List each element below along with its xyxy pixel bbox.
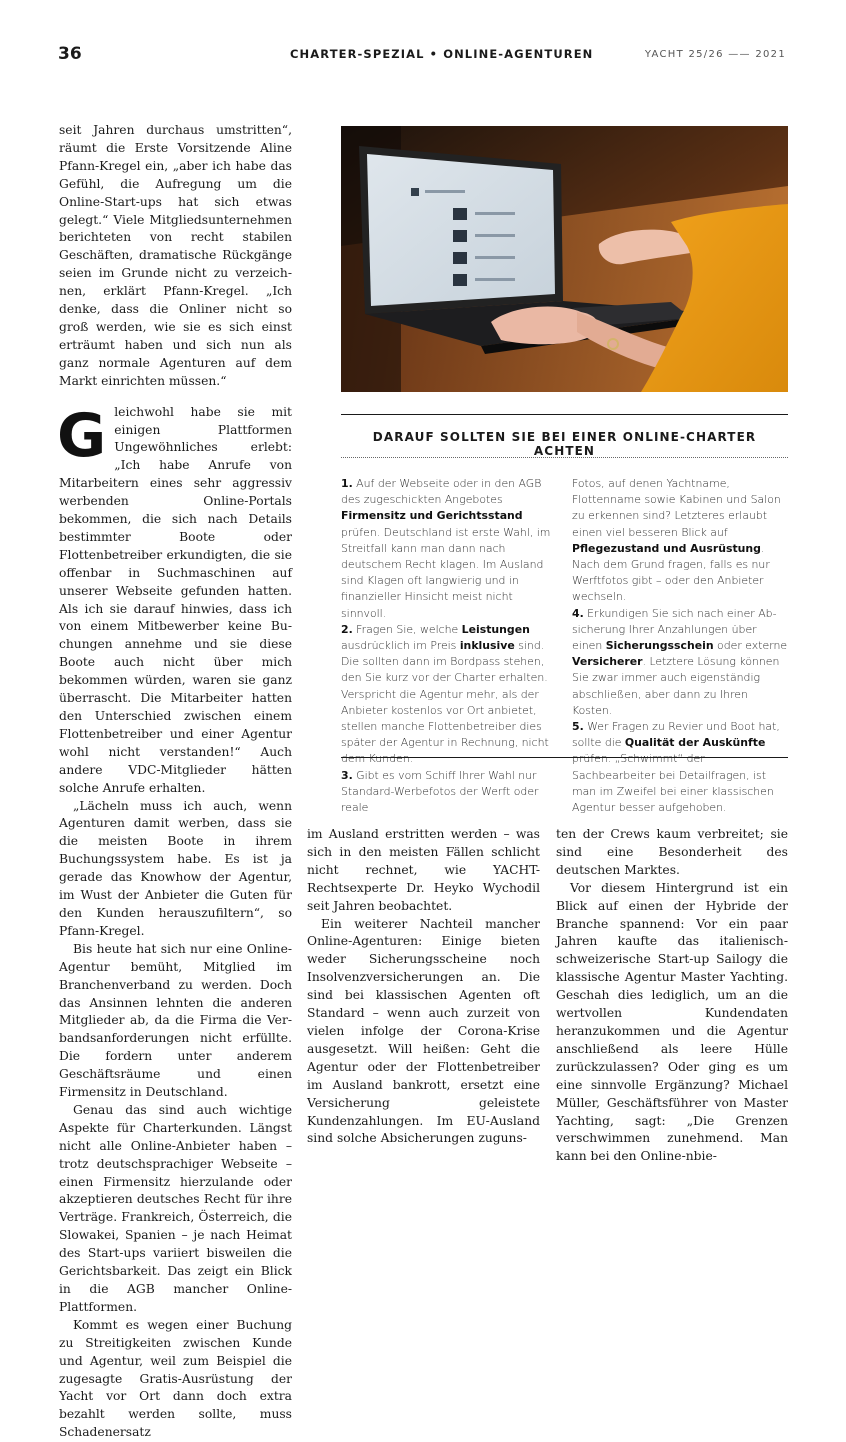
tip-item-3-start: [341, 768, 556, 817]
tip-text: prüfen. Deutschland ist erste Wahl, im Streitfall kann man dann nach deutschem Recht klagen. Im Ausland sind Klagen oft langwierig und in finanzieller Hinsicht meist nicht sinnvoll.: [341, 525, 551, 620]
tip-number: 3.: [341, 768, 353, 782]
tip-item-3-end: [572, 476, 788, 606]
tip-number: 5.: [572, 720, 584, 734]
tip-text: Gibt es vom Schiff Ihrer Wahl nur Standard-Werbefotos der Werft oder reale: [341, 768, 539, 815]
page-number: 36: [58, 44, 82, 64]
article-column-1: [59, 122, 292, 1442]
tip-highlight: inklusive: [459, 639, 515, 653]
tip-item-4: [572, 606, 788, 719]
tip-text: ausdrücklich im Preis: [341, 639, 460, 653]
drop-cap: G: [57, 400, 107, 471]
paragraph: ten der Crews kaum verbreitet; sie sind eine Besonderheit des deutschen Marktes.: [556, 827, 788, 877]
paragraph-text: leichwohl habe sie mit einigen Plattformen Ungewöhnliches erlebt: „Ich habe Anrufe von Mitarbeitern eines sehr aggressiv werbenden Online-Portals bekommen, die sich nach Details bestimmter Boote oder Flottenbetreiber erkundigten, die sie offenbar in Suchmaschinen auf unserer Webseite gefunden hatten. Als ich sie darauf hinwies, dass ich von einem Mitbewerber keine Buchungen annehme und sie diese Boote auch nicht über mich bekommen würden, waren sie ganz überrascht. Die Mitarbeiter hatten den Unterschied zwischen einem Flottenbetreiber und einer Agentur wohl nicht verstanden!“ Auch andere VDC-Mitglieder hätten solche Anrufe erhalten.: [59, 404, 292, 795]
box-dotted-rule: [341, 457, 788, 458]
tip-text: . Nach dem Grund fragen, falls es nur Werftfotos gibt – oder den Anbieter wechseln.: [572, 541, 770, 604]
paragraph: Vor diesem Hintergrund ist ein Blick auf einen der Hybride der Branche spannend: Vor ein paar Jahren kaufte das italienisch-schweizerische Start-up Sailogy die klassische Agentur Master Yachting. Geschah dies lediglich, um an die wertvollen Kundendaten heranzukommen und die Agentur anschließend als leere Hülle zurückzulassen? Oder ging es um eine sinnvolle Ergänzung? Michael Müller, Geschäftsführer von Master Yachting, sagt: „Die Grenzen verschwimmen zunehmend. Man kann bei den Online-nbie-: [556, 880, 788, 1164]
tip-highlight: Sicherungsschein: [605, 639, 714, 653]
paragraph: Kommt es wegen einer Buchung zu Streitigkeiten zwischen Kunde und Agentur, weil zum Beispiel die zugesagte Gratis-Ausrüstung der Yacht vor Ort dann doch extra bezahlt werden sollte, muss Schadenersatz: [59, 1317, 292, 1440]
box-column-2: [572, 476, 788, 816]
section-title: CHARTER-SPEZIAL • ONLINE-AGENTUREN: [290, 47, 594, 61]
tip-number: 2.: [341, 622, 353, 636]
paragraph: Ein weiterer Nachteil mancher Online-Agenturen: Einige bieten weder Sicherungsscheine noch Insolvenzversicherungen an. Die sind bei klassischen Agenten oft Standard – wenn auch zurzeit von vielen infolge der Corona-Krise ausgesetzt. Will heißen: Geht die Agentur oder der Flottenbetreiber im Ausland bankrott, ersetzt eine Versicherung geleistete Kundenzahlungen. Im EU-Ausland sind solche Absicherungen zuguns-: [307, 916, 540, 1146]
tip-text: oder externe: [713, 639, 788, 653]
tip-text: . Letztere Lösung können Sie zwar immer auch eigenständig abschließen, aber dann zu Ihren Kosten.: [572, 655, 780, 717]
paragraph: im Ausland erstritten werden – was sich in den meisten Fällen schlicht nicht rechnet, wie YACHT-Rechtsexperte Dr. Heyko Wychodil seit Jahren beobachtet.: [307, 827, 540, 913]
box-top-rule: [341, 414, 788, 415]
paragraph: „Lächeln muss ich auch, wenn Agenturen damit werben, dass sie die meisten Boote in ihrem Buchungssystem habe. Es ist ja gerade das Knowhow der Agentur, im Wust der Anbieter die Guten für den Kunden herauszufiltern“, so Pfann-Kregel.: [59, 798, 292, 938]
tip-item-2: [341, 622, 556, 768]
laptop-photo-illustration: [341, 126, 788, 392]
tip-highlight: Qualität der Auskünfte: [624, 736, 766, 750]
tip-text: Wer Fragen zu Revier und Boot hat, sollte die: [572, 720, 780, 750]
tip-highlight: Versicherer: [572, 655, 643, 669]
tip-highlight: Pflegezustand und Ausrüstung: [572, 541, 761, 555]
tip-text: Fragen Sie, welche: [352, 622, 462, 636]
tip-text: Auf der Webseite oder in den AGB des zugeschickten Angebotes: [341, 477, 542, 507]
tip-text: prüfen. „Schwimmt“ der Sachbearbeiter bei Detailfragen, ist man im Zweifel bei einer klassischen Agentur besser aufgehoben.: [572, 752, 774, 815]
tip-text: sind. Die sollten dann im Bordpass stehen, den Sie kurz vor der Charter erhalten. Verspricht die Agentur mehr, als der Anbieter kostenlos vor Ort anbietet, stellen manche Flottenbetreiber dies später der Agentur in Rechnung, nicht dem Kunden.: [341, 639, 549, 766]
tip-item-1: [341, 476, 556, 622]
tip-number: 1.: [341, 477, 353, 490]
box-column-1: [341, 476, 556, 816]
paragraph: Bis heute hat sich nur eine Online-Agentur bemüht, Mitglied im Branchenverband zu werden. Doch das Ansinnen lehnten die anderen Mitglieder ab, da die Firma die Verbandsanforderungen nicht erfüllte. Die fordern unter anderem Geschäftsräume und einen Firmensitz in Deutschland.: [59, 941, 292, 1100]
tip-item-5: [572, 719, 788, 816]
tip-text: Erkundigen Sie sich nach einer Absicherung Ihrer Anzahlungen über einen: [572, 606, 777, 653]
tip-highlight: Leistungen: [461, 622, 530, 636]
article-column-2: [307, 826, 540, 1148]
paragraph: [57, 400, 292, 798]
paragraph: Genau das sind auch wichtige Aspekte für Charterkunden. Längst nicht alle Online-Anbieter haben – trotz deutschsprachiger Webseite – einen Firmensitz hierzulande oder akzeptieren deutsches Recht für ihre Verträge. Frankreich, Österreich, die Slowakei, Spanien – je nach Heimat des Start-ups variiert bisweilen die Gerichtsbarkeit. Das zeigt ein Blick in die AGB mancher Online-Plattformen.: [59, 1102, 292, 1314]
paragraph: seit Jahren durchaus umstritten“, räumt die Erste Vorsitzende Aline Pfann-Kregel ein, „aber ich habe das Gefühl, die Aufregung um die Online-Start-ups hat sich etwas gelegt.“ Viele Mitgliedsunternehmen berichteten von recht stabilen Geschäften, dramatische Rückgänge seien im Grunde nicht zu verzeichnen, erklärt Pfann-Kregel. „Ich denke, dass die Onliner nicht so groß werden, wie sie es sich einst erträumt haben und sich nun als ganz normale Agenturen auf dem Markt einrichten müssen.“: [59, 123, 292, 388]
box-bottom-rule: [341, 757, 788, 758]
tip-text: Fotos, auf denen Yachtname, Flottenname sowie Kabinen und Salon zu erkennen sind? Letzteres erlaubt einen viel besseren Blick auf: [572, 477, 781, 539]
tip-highlight: Firmensitz und Gerichtsstand: [341, 509, 523, 523]
box-title: DARAUF SOLLTEN SIE BEI EINER ONLINE-CHARTER ACHTEN: [372, 430, 757, 458]
laptop-hands-photo: [341, 126, 788, 392]
issue-label: YACHT 25/26 —— 2021: [644, 49, 786, 60]
tip-number: 4.: [572, 606, 584, 620]
article-column-3: [556, 826, 788, 1166]
